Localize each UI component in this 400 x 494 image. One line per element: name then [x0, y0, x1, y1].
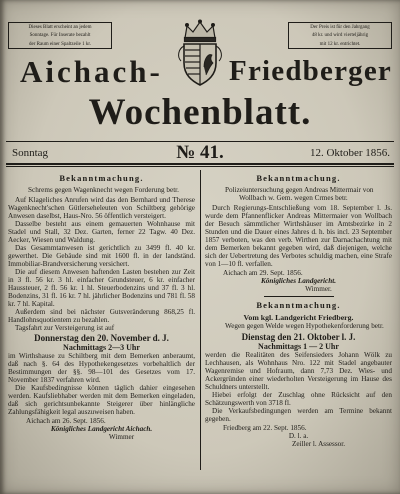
place-date: Aichach am 29. Sept. 1856.	[223, 269, 303, 277]
auction-announce: Tagsfahrt zur Versteigerung ist auf	[15, 324, 115, 332]
price-notice	[288, 22, 392, 49]
issue-number: № 41.	[176, 142, 224, 163]
title-aichach: Aichach-	[20, 54, 163, 89]
title-wochenblatt: Wochenblatt.	[88, 92, 312, 133]
price-notice-line: 48 kr. und wird vierteljährig	[311, 33, 369, 39]
notice-heading: Bekanntmachung.	[256, 173, 341, 183]
notice-heading: Bekanntmachung.	[59, 173, 144, 183]
signature: Zeiller l. Assessor.	[291, 440, 346, 448]
place-date: Friedberg am 22. Sept. 1856.	[223, 424, 307, 432]
notice-subject: Polizeiuntersuchung gegen Andreas Mittermair von Wollbach w. Gem. wegen Crmes betr.	[225, 186, 374, 202]
price-notice-line: mit 12 kr. entrichtet.	[319, 41, 361, 47]
column-divider	[200, 170, 201, 470]
publication-notice-line: Dieses Blatt erscheint an jedem	[28, 25, 92, 30]
notice-paragraph: Dasselbe besteht aus einem gemauerten Wohnhause mit Stadel und Stall, 32 Dez. Garten, ferner 22 Tagw. 40 Dez. Aecker, Wiesen und Waldung.	[8, 220, 195, 244]
notice-subheading: Vom kgl. Landgericht Friedberg.	[243, 313, 354, 322]
right-column	[205, 170, 392, 476]
left-column	[8, 170, 195, 476]
signature: Wimmer.	[305, 285, 332, 293]
title-friedberger: Friedberger	[229, 55, 392, 87]
notice-subject: Wegen gegen Welde wegen Hypothekenforderung betr.	[225, 322, 384, 330]
signature: Wimmer	[108, 433, 135, 441]
issue-date: 12. Oktober 1856.	[309, 147, 390, 159]
notice-paragraph: Die auf diesem Anwesen haftenden Lasten bestehen zur Zeit in 3 fl. 56 kr. 3 hl. einfacher Grundsteuer, 6 kr. einfacher Haussteuer, 2 fl. 56 kr. 1 hl. Steuerbodenzins und 37 fl. 3 hl. Bodenzins, 31 fl. 16 kr. 7 hl. jährlicher Bodenzins und 781 fl. 58 kr. 7 hl. Kapital.	[8, 268, 195, 308]
notice-heading: Bekanntmachung.	[256, 300, 341, 310]
masthead-rule-bottom-thin	[6, 166, 394, 167]
notice-divider	[264, 296, 334, 297]
masthead-rule-bottom	[6, 163, 394, 165]
coat-of-arms-icon	[175, 19, 225, 87]
notice-paragraph: werden die Realitäten des Seifensieders Johann Wölk zu Lechhausen, als Wohnhaus Nro. 122 mit Stadel angebauter Wagenremise und Hofraum, dann 7,73 Dez. Wies- und Ackergründen einer wiederholten Versteigerung im Hause des Schuldners unterstellt.	[205, 351, 392, 391]
auction-time: Nachmittags 1 — 2 Uhr	[258, 342, 339, 351]
notice-paragraph: Die Kaufsbedingnisse können täglich dahier eingesehen werden. Kaufsliebhaber werden mit dem Bemerken eingeladen, daß sich gerichtsunbekannte Steigerer über hinlängliche Zahlungsfähigkeit legal auszuweisen haben.	[8, 384, 195, 416]
notice-paragraph: im Wirthshause zu Schiltberg mit dem Bemerken anberaumt, daß nach §. 64 des Hypothekengesetzes vorbehaltlich der Bestimmungen der §§. 98—101 des Gesetzes vom 17. November 1837 verfahren wird.	[8, 352, 195, 384]
place-date: Aichach am 26. Sept. 1856.	[26, 417, 106, 425]
issuing-authority: Königliches Landgericht Aichach.	[50, 425, 153, 433]
publication-notice-line: Sonntage. Für Inserate bezahlt	[29, 33, 91, 39]
auction-date: Donnerstag den 20. November d. J.	[34, 333, 169, 343]
signature: D. l. a.	[288, 432, 309, 440]
notice-paragraph: Außerdem sind bei nächster Gutsveränderung 868,25 fl. Handlohnsquotientem zu bezahlen.	[8, 308, 195, 324]
notice-paragraph: Auf Klageliches Anrufen wird das den Bernhard und Therese Wagenknecht'schen Gütlerseheleuten von Schiltberg gehörige Anwesen daselbst, Haus-Nro. 56 öffentlich versteigert.	[8, 196, 195, 220]
masthead-row	[8, 142, 392, 162]
price-notice-line: Der Preis ist für den Jahrgang	[310, 25, 370, 30]
issuing-authority: Königliches Landgericht.	[260, 277, 337, 285]
publication-notice-line: der Raum einer Spaltzeile 1 kr.	[29, 41, 91, 47]
notice-paragraph: Hiebei erfolgt der Zuschlag ohne Rücksicht auf den Schätzungswerth von 3718 fl.	[205, 391, 392, 407]
notice-subject: Schrems gegen Wagenknecht wegen Forderung betr.	[28, 186, 179, 194]
publication-notice	[8, 22, 112, 49]
auction-time: Nachmittags 2—3 Uhr	[63, 343, 140, 352]
weekday: Sonntag	[12, 147, 49, 159]
notice-paragraph: Das Gesammtanwesen ist gerichtlich zu 3499 fl. 40 kr. gewerthet. Die Gebäude sind mit 1600 fl. in der landständ. Immobiliar-Brandversicherung versichert.	[8, 244, 195, 268]
notice-paragraph: Durch Regierungs-Entschließung vom 18. September l. Js. wurde dem Pfannenflicker Andreas Mittermaier von Wollbach der Besuch sämmtlicher Wirthshäuser im Amtsbezirke in 2 Stunden und die Dauer eines Jahres d. h. bis incl. 23 September 1857 verboten, was den verb. Wirthen zur Darnachachtung mit dem Bemerken bekannt gegeben wird, daß diejenigen, welche sich der Uebertretung des Verbotes schuldig machen, eine Strafe von 1—10 fl. verfallen.	[205, 204, 392, 268]
notice-paragraph: Die Verkaufsbedingungen werden am Termine bekannt gegeben.	[205, 407, 392, 423]
auction-date: Dienstag den 21. Oktober l. J.	[241, 332, 356, 342]
